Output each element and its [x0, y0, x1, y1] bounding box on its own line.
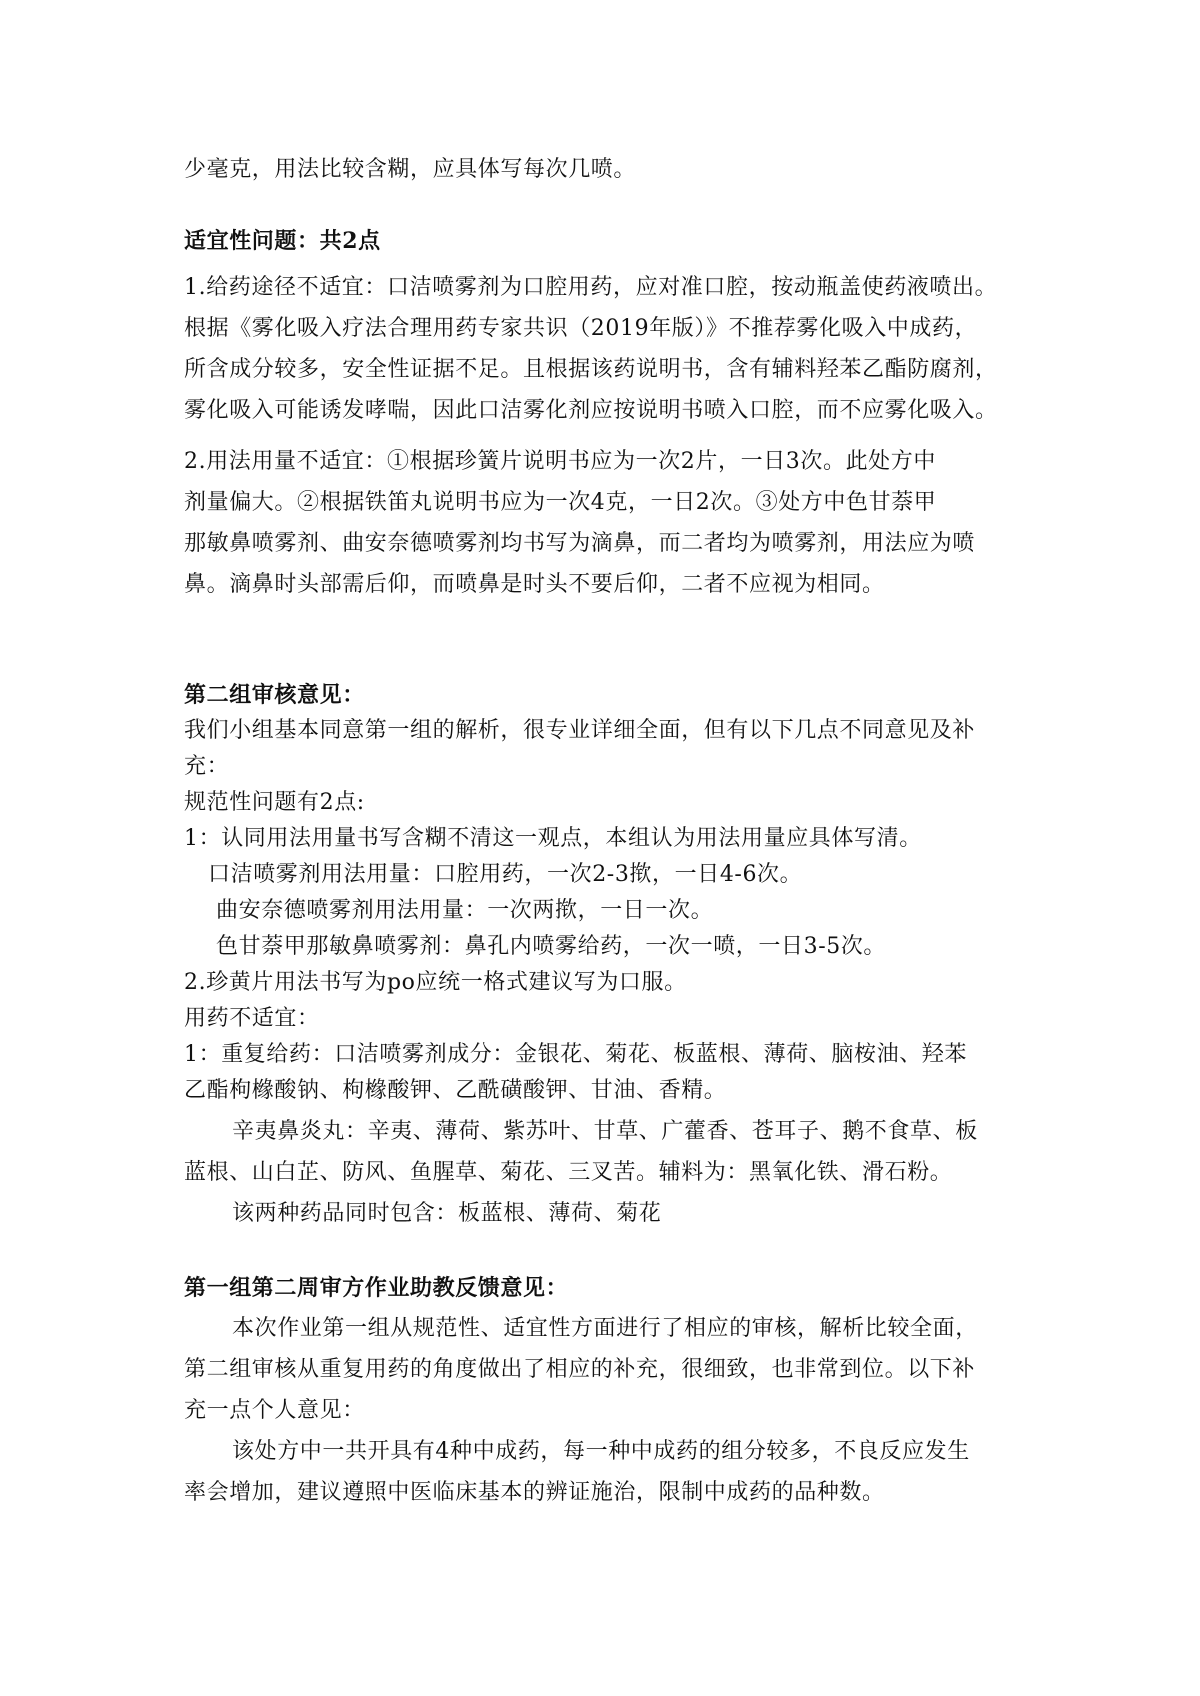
paragraph-line: 所含成分较多，安全性证据不足。且根据该药说明书，含有辅料羟苯乙酯防腐剂，	[184, 357, 998, 382]
paragraph-line: 乙酯枸橼酸钠、枸橼酸钾、乙酰磺酸钾、甘油、香精。	[184, 1078, 727, 1103]
paragraph-line: 该两种药品同时包含：板蓝根、薄荷、菊花	[232, 1201, 662, 1226]
paragraph-line: 1.给药途径不适宜：口洁喷雾剂为口腔用药，应对准口腔，按动瓶盖使药液喷出。	[184, 275, 998, 300]
paragraph-line: 第二组审核从重复用药的角度做出了相应的补充，很细致，也非常到位。以下补	[184, 1357, 976, 1382]
paragraph-line: 色甘萘甲那敏鼻喷雾剂：鼻孔内喷雾给药，一次一喷，一日3-5次。	[216, 934, 887, 959]
paragraph-line: 本次作业第一组从规范性、适宜性方面进行了相应的审核，解析比较全面，	[232, 1316, 978, 1341]
paragraph-line: 1：重复给药：口洁喷雾剂成分：金银花、菊花、板蓝根、薄荷、脑桉油、羟苯	[184, 1042, 967, 1067]
paragraph-line: 口洁喷雾剂用法用量：口腔用药，一次2-3揿，一日4-6次。	[208, 862, 803, 887]
paragraph-line: 率会增加，建议遵照中医临床基本的辨证施治，限制中成药的品种数。	[184, 1480, 885, 1505]
section-heading-feedback: 第一组第二周审方作业助教反馈意见：	[184, 1275, 569, 1301]
paragraph-line: 2.用法用量不适宜：①根据珍簧片说明书应为一次2片，一日3次。此处方中	[184, 449, 936, 474]
paragraph-line: 充：	[184, 754, 230, 779]
section-heading-suitability: 适宜性问题：共2点	[184, 228, 381, 254]
paragraph-line: 鼻。滴鼻时头部需后仰，而喷鼻是时头不要后仰，二者不应视为相同。	[184, 572, 885, 597]
paragraph-line: 少毫克，用法比较含糊，应具体写每次几喷。	[184, 157, 637, 182]
paragraph-line: 辛夷鼻炎丸：辛夷、薄荷、紫苏叶、甘草、广藿香、苍耳子、鹅不食草、板	[232, 1119, 978, 1144]
paragraph-line: 充一点个人意见：	[184, 1398, 365, 1423]
paragraph-line: 蓝根、山白芷、防风、鱼腥草、菊花、三叉苦。辅料为：黑氧化铁、滑石粉。	[184, 1160, 953, 1185]
section-heading-group2: 第二组审核意见：	[184, 682, 365, 708]
paragraph-line: 曲安奈德喷雾剂用法用量：一次两揿，一日一次。	[216, 898, 714, 923]
paragraph-line: 根据《雾化吸入疗法合理用药专家共识（2019年版）》不推荐雾化吸入中成药，	[184, 316, 978, 341]
paragraph-line: 雾化吸入可能诱发哮喘，因此口洁雾化剂应按说明书喷入口腔，而不应雾化吸入。	[184, 398, 998, 423]
paragraph-line: 我们小组基本同意第一组的解析，很专业详细全面，但有以下几点不同意见及补	[184, 718, 976, 743]
paragraph-line: 该处方中一共开具有4种中成药，每一种中成药的组分较多，不良反应发生	[232, 1439, 970, 1464]
paragraph-line: 那敏鼻喷雾剂、曲安奈德喷雾剂均书写为滴鼻，而二者均为喷雾剂，用法应为喷	[184, 531, 976, 556]
paragraph-line: 用药不适宜：	[184, 1006, 320, 1031]
paragraph-line: 2.珍黄片用法书写为po应统一格式建议写为口服。	[184, 970, 687, 995]
paragraph-line: 1：认同用法用量书写含糊不清这一观点，本组认为用法用量应具体写清。	[184, 826, 922, 851]
paragraph-line: 规范性问题有2点:	[184, 790, 365, 815]
paragraph-line: 剂量偏大。②根据铁笛丸说明书应为一次4克，一日2次。③处方中色甘萘甲	[184, 490, 937, 515]
